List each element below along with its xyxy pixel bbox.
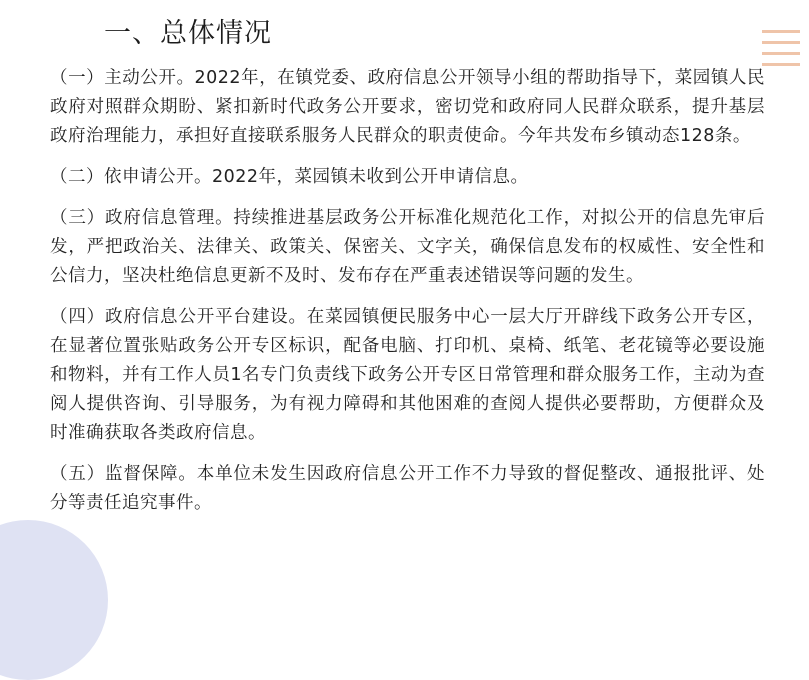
paragraph-platform-construction: （四）政府信息公开平台建设。在菜园镇便民服务中心一层大厅开辟线下政务公开专区，在显著位置张贴政务公开专区标识，配备电脑、打印机、桌椅、纸笔、老花镜等必要设施和物料，并有工作人员1名专门负责线下政务公开专区日常管理和群众服务工作，主动为查阅人提供咨询、引导服务，为有视力障碍和其他困难的查阅人提供必要帮助，方便群众及时准确获取各类政府信息。 [50,307,765,443]
decorative-circle [0,520,108,680]
paragraph-supervision: （五）监督保障。本单位未发生因政府信息公开工作不力导致的督促整改、通报批评、处分等责任追究事件。 [50,464,765,513]
decorative-stripes [762,30,800,74]
paragraph-application-disclosure: （二）依申请公开。2022年，菜园镇未收到公开申请信息。 [50,167,529,187]
decorative-stripe [762,30,800,33]
decorative-stripe [762,63,800,66]
section-heading: 一、总体情况 [104,18,272,49]
decorative-stripe [762,52,800,55]
decorative-stripe [762,41,800,44]
content-body [50,64,765,530]
paragraph-proactive-disclosure: （一）主动公开。2022年，在镇党委、政府信息公开领导小组的帮助指导下，菜园镇人民政府对照群众期盼、紧扣新时代政务公开要求，密切党和政府同人民群众联系，提升基层政府治理能力，承担好直接联系服务人民群众的职责使命。今年共发布乡镇动态128条。 [50,68,765,146]
paragraph-information-management: （三）政府信息管理。持续推进基层政务公开标准化规范化工作，对拟公开的信息先审后发，严把政治关、法律关、政策关、保密关、文字关，确保信息发布的权威性、安全性和公信力，坚决杜绝信息更新不及时、发布存在严重表述错误等问题的发生。 [50,208,765,286]
